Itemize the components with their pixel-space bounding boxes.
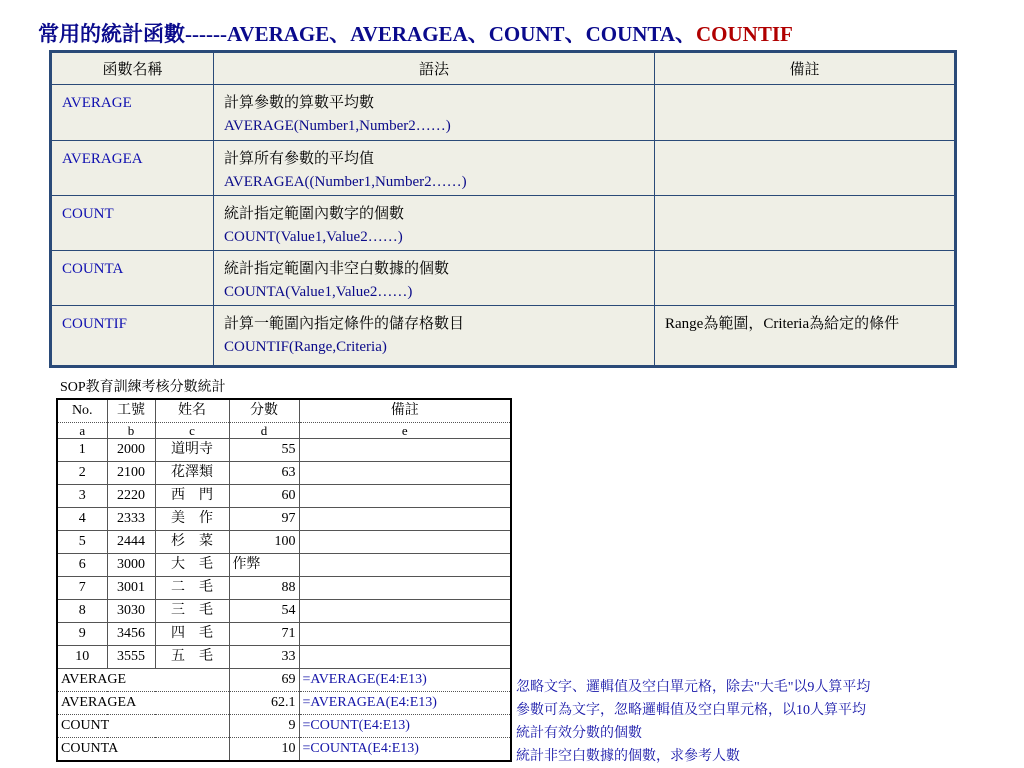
ref-syntax: COUNTA(Value1,Value2……)	[224, 284, 413, 300]
ref-syntax: AVERAGEA((Number1,Number2……)	[224, 174, 467, 190]
cell-id: 2000	[107, 439, 155, 462]
cell-remark	[299, 646, 511, 669]
ref-syntax-cell	[214, 141, 655, 196]
summary-row	[57, 692, 511, 715]
ref-syntax-cell	[214, 85, 655, 141]
summary-label: AVERAGEA	[57, 692, 229, 715]
page-title	[38, 18, 793, 48]
ref-row	[51, 306, 956, 367]
cell-score: 作弊	[229, 554, 299, 577]
cell-score: 97	[229, 508, 299, 531]
ref-syntax-cell	[214, 196, 655, 251]
ref-row	[51, 251, 956, 306]
sheet-letter-cell: a	[57, 423, 107, 439]
cell-name: 西 門	[155, 485, 229, 508]
function-reference-table	[49, 50, 957, 368]
summary-note: 參數可為文字，忽略邏輯值及空白單元格，以10人算平均	[516, 703, 866, 718]
ref-description: 計算一範圍內指定條件的儲存格數目	[224, 316, 465, 332]
table-row	[57, 531, 511, 554]
cell-name: 五 毛	[155, 646, 229, 669]
summary-formula: =COUNTA(E4:E13)	[299, 738, 511, 762]
cell-id: 2220	[107, 485, 155, 508]
summary-label: COUNT	[57, 715, 229, 738]
summary-note: 忽略文字、邏輯值及空白單元格，除去"大毛"以9人算平均	[516, 680, 871, 695]
ref-note	[655, 251, 956, 306]
sheet-header-cell: 姓名	[155, 399, 229, 423]
cell-score: 55	[229, 439, 299, 462]
table-row	[57, 646, 511, 669]
cell-id: 3555	[107, 646, 155, 669]
cell-remark	[299, 439, 511, 462]
cell-score: 33	[229, 646, 299, 669]
table-row	[57, 462, 511, 485]
cell-id: 2333	[107, 508, 155, 531]
ref-syntax-cell	[214, 306, 655, 367]
cell-remark	[299, 600, 511, 623]
cell-remark	[299, 623, 511, 646]
cell-remark	[299, 577, 511, 600]
cell-no: 7	[57, 577, 107, 600]
table-row	[57, 577, 511, 600]
ref-syntax-cell	[214, 251, 655, 306]
ref-function-name: COUNTA	[51, 251, 214, 306]
ref-description: 統計指定範圍內數字的個數	[224, 206, 405, 222]
cell-no: 6	[57, 554, 107, 577]
ref-syntax: COUNTIF(Range,Criteria)	[224, 339, 387, 355]
sheet-header-cell: 備註	[299, 399, 511, 423]
ref-description: 統計指定範圍內非空白數據的個數	[224, 261, 450, 277]
sheet-letter-cell: b	[107, 423, 155, 439]
cell-no: 8	[57, 600, 107, 623]
ref-header-note: 備註	[655, 52, 956, 85]
cell-name: 三 毛	[155, 600, 229, 623]
summary-formula: =AVERAGE(E4:E13)	[299, 669, 511, 692]
cell-name: 四 毛	[155, 623, 229, 646]
ref-function-name: AVERAGEA	[51, 141, 214, 196]
cell-name: 美 作	[155, 508, 229, 531]
table-row	[57, 485, 511, 508]
ref-syntax: COUNT(Value1,Value2……)	[224, 229, 403, 245]
cell-id: 3030	[107, 600, 155, 623]
sheet-letter-cell: d	[229, 423, 299, 439]
summary-value: 9	[229, 715, 299, 738]
ref-function-name: AVERAGE	[51, 85, 214, 141]
ref-syntax: AVERAGE(Number1,Number2……)	[224, 118, 451, 134]
page-title-main: 常用的統計函數------AVERAGE、AVERAGEA、COUNT、COUNTA、	[38, 22, 697, 46]
cell-remark	[299, 531, 511, 554]
cell-no: 10	[57, 646, 107, 669]
cell-name: 花澤類	[155, 462, 229, 485]
cell-remark	[299, 554, 511, 577]
table-row	[57, 508, 511, 531]
table-row	[57, 600, 511, 623]
summary-note: 統計非空白數據的個數，求參考人數	[516, 749, 740, 764]
ref-note: Range為範圍，Criteria為給定的條件	[655, 306, 956, 367]
cell-name: 大 毛	[155, 554, 229, 577]
summary-row	[57, 669, 511, 692]
cell-score: 60	[229, 485, 299, 508]
cell-score: 63	[229, 462, 299, 485]
cell-id: 2444	[107, 531, 155, 554]
cell-id: 2100	[107, 462, 155, 485]
cell-remark	[299, 485, 511, 508]
table-row	[57, 439, 511, 462]
sheet-caption: SOP教育訓練考核分數統計	[60, 380, 226, 395]
cell-remark	[299, 462, 511, 485]
table-row	[57, 554, 511, 577]
cell-id: 3000	[107, 554, 155, 577]
ref-note	[655, 85, 956, 141]
sheet-header-cell: 工號	[107, 399, 155, 423]
table-row	[57, 623, 511, 646]
ref-description: 計算參數的算數平均數	[224, 95, 375, 111]
summary-label: COUNTA	[57, 738, 229, 762]
summary-note: 統計有效分數的個數	[516, 726, 642, 741]
cell-remark	[299, 508, 511, 531]
summary-row	[57, 715, 511, 738]
sheet-letter-cell: e	[299, 423, 511, 439]
summary-formula: =COUNT(E4:E13)	[299, 715, 511, 738]
sheet-letter-cell: c	[155, 423, 229, 439]
ref-header-syntax: 語法	[214, 52, 655, 85]
cell-name: 道明寺	[155, 439, 229, 462]
cell-no: 4	[57, 508, 107, 531]
cell-no: 9	[57, 623, 107, 646]
score-sheet-table	[56, 398, 512, 762]
sheet-letter-row	[57, 423, 511, 439]
summary-value: 10	[229, 738, 299, 762]
cell-score: 88	[229, 577, 299, 600]
sheet-header-cell: 分數	[229, 399, 299, 423]
ref-row	[51, 85, 956, 141]
cell-name: 杉 菜	[155, 531, 229, 554]
ref-header-row	[51, 52, 956, 85]
summary-label: AVERAGE	[57, 669, 229, 692]
summary-value: 69	[229, 669, 299, 692]
cell-id: 3456	[107, 623, 155, 646]
cell-no: 2	[57, 462, 107, 485]
summary-value: 62.1	[229, 692, 299, 715]
ref-description: 計算所有參數的平均值	[224, 151, 375, 167]
ref-note	[655, 196, 956, 251]
cell-score: 71	[229, 623, 299, 646]
cell-name: 二 毛	[155, 577, 229, 600]
ref-header-name: 函數名稱	[51, 52, 214, 85]
ref-note	[655, 141, 956, 196]
sheet-header-cell: No.	[57, 399, 107, 423]
summary-row	[57, 738, 511, 762]
summary-formula: =AVERAGEA(E4:E13)	[299, 692, 511, 715]
ref-row	[51, 141, 956, 196]
cell-score: 54	[229, 600, 299, 623]
page-title-highlight: COUNTIF	[696, 22, 793, 46]
cell-score: 100	[229, 531, 299, 554]
cell-id: 3001	[107, 577, 155, 600]
ref-function-name: COUNTIF	[51, 306, 214, 367]
cell-no: 5	[57, 531, 107, 554]
ref-row	[51, 196, 956, 251]
cell-no: 1	[57, 439, 107, 462]
cell-no: 3	[57, 485, 107, 508]
ref-function-name: COUNT	[51, 196, 214, 251]
sheet-header-row	[57, 399, 511, 423]
